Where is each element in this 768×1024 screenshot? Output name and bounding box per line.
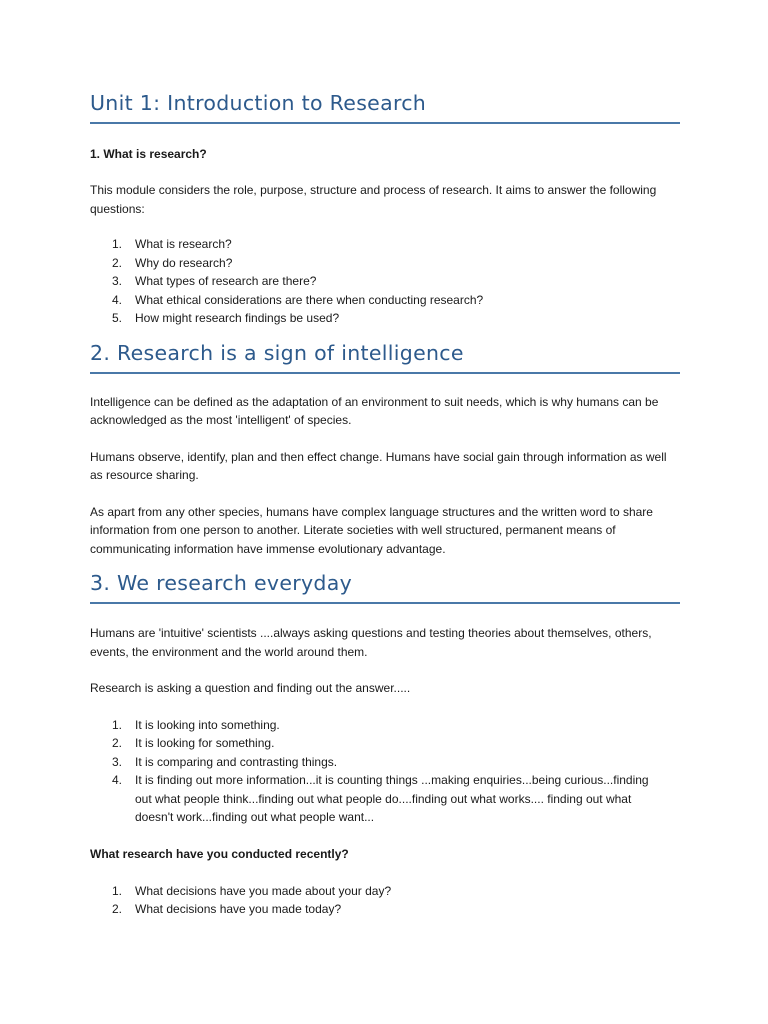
document-title: Unit 1: Introduction to Research [90,88,680,124]
list-item: 4. What ethical considerations are there when conducting research? [112,292,484,307]
section2-paragraph: Humans observe, identify, plan and then effect change. Humans have social gain through information as well as resource sharing. [90,449,667,482]
list-item: 3. It is comparing and contrasting things. [112,754,338,769]
section1-intro: This module considers the role, purpose, structure and process of research. It aims to answer the following questions: [90,183,657,216]
list-item: 1. It is looking into something. [112,717,280,732]
list-item: 3. What types of research are there? [112,274,317,288]
section3-item-list [90,716,680,827]
list-item: 2. What decisions have you made today? [112,902,342,916]
section3-heading: 3. We research everyday [90,568,680,604]
section1-subheading: 1. What is research? [90,147,207,161]
list-item: 1. What is research? [112,237,232,251]
section2-heading: 2. Research is a sign of intelligence [90,338,680,374]
document-page [90,88,680,919]
section2-paragraph: As apart from any other species, humans have complex language structures and the written word to share information from one person to another. Literate societies with well structured, permanent means of communicating information have immense evolutionary advantage. [90,504,653,556]
section3-paragraph: Humans are 'intuitive' scientists ....always asking questions and testing theories about themselves, others, events, the environment and the world around them. [90,626,652,659]
section1-question-list [90,235,680,328]
section3-recent-question-list [90,882,680,919]
section3-question-heading: What research have you conducted recently? [90,846,349,861]
list-item: 2. Why do research? [112,255,233,270]
section3-paragraph: Research is asking a question and finding out the answer..... [90,681,411,695]
list-item: 5. How might research findings be used? [112,311,340,325]
list-item: 1. What decisions have you made about your day? [112,883,392,898]
list-item: 4. It is finding out more information...it is counting things ...making enquiries...being curious...finding out what people think...finding out what people do....finding out what works.... finding out what doesn't work...finding out what people want... [112,773,649,824]
section2-paragraph: Intelligence can be defined as the adaptation of an environment to suit needs, which is why humans can be acknowledged as the most 'intelligent' of species. [90,394,659,427]
list-item: 2. It is looking for something. [112,736,275,750]
